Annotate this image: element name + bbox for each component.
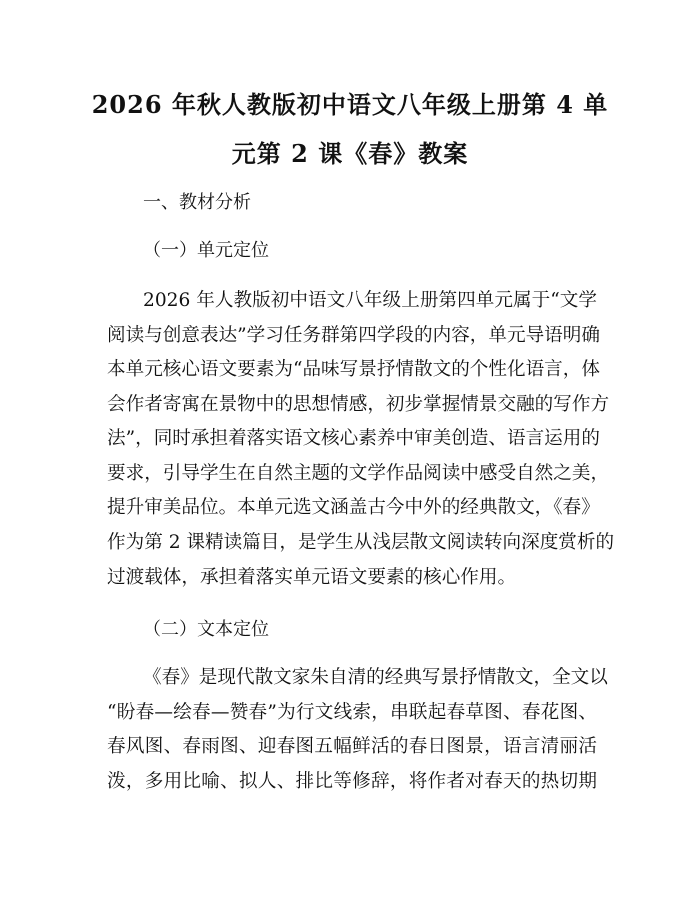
paragraph-line: 《春》是现代散文家朱自清的经典写景抒情散文，全文以 bbox=[143, 667, 608, 688]
paragraph-line: 阅读与创意表达”学习任务群第四学段的内容，单元导语明确 bbox=[107, 325, 600, 346]
paragraph-line: 泼，多用比喻、拟人、排比等修辞，将作者对春天的热切期 bbox=[107, 771, 597, 792]
document-title-line-1: 2026 年秋人教版初中语文八年级上册第 4 单 bbox=[91, 90, 609, 119]
paragraph-line: 2026 年人教版初中语文八年级上册第四单元属于“文学 bbox=[143, 290, 597, 311]
paragraph-line: 作为第 2 课精读篇目，是学生从浅层散文阅读转向深度赏析的 bbox=[107, 532, 615, 553]
paragraph-line: “盼春—绘春—赞春”为行文线索，串联起春草图、春花图、 bbox=[107, 702, 597, 723]
section-heading-textbook-analysis: 一、教材分析 bbox=[143, 192, 251, 213]
paragraph-line: 法”，同时承担着落实语文核心素养中审美创造、语言运用的 bbox=[107, 428, 600, 449]
subsection-heading-unit-positioning: （一）单元定位 bbox=[143, 240, 269, 261]
paragraph-line: 过渡载体，承担着落实单元语文要素的核心作用。 bbox=[107, 567, 517, 588]
document-title-line-2: 元第 2 课《春》教案 bbox=[231, 139, 469, 168]
paragraph-line: 要求，引导学生在自然主题的文学作品阅读中感受自然之美， bbox=[107, 463, 610, 484]
paragraph-line: 提升审美品位。本单元选文涵盖古今中外的经典散文，《春》 bbox=[107, 497, 600, 518]
paragraph-line: 本单元核心语文要素为“品味写景抒情散文的个性化语言，体 bbox=[107, 359, 600, 380]
subsection-heading-text-positioning: （二）文本定位 bbox=[143, 619, 269, 640]
paragraph-line: 会作者寄寓在景物中的思想情感，初步掌握情景交融的写作方 bbox=[107, 394, 610, 415]
paragraph-line: 春风图、春雨图、迎春图五幅鲜活的春日图景，语言清丽活 bbox=[107, 736, 597, 757]
